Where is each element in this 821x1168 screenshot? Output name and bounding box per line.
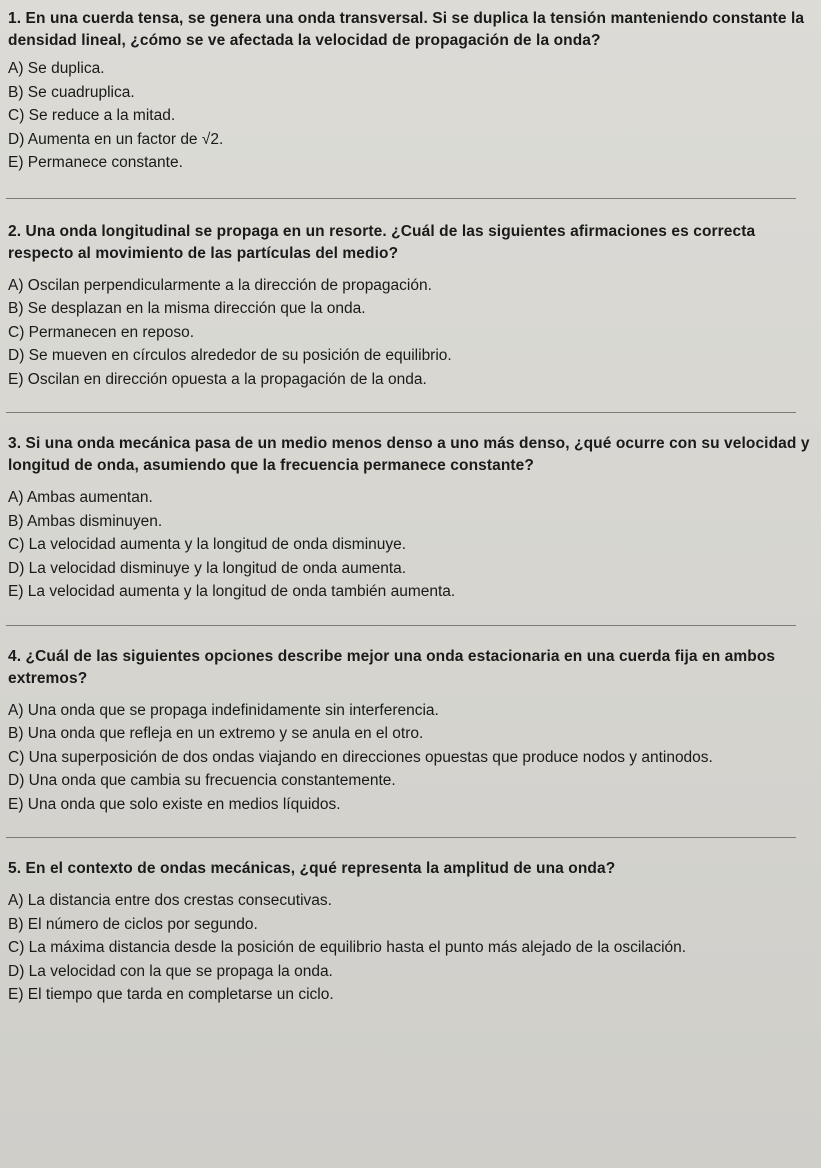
question-3	[8, 433, 811, 626]
option-a: A) Se duplica.	[8, 60, 105, 77]
option-b: B) Una onda que refleja en un extremo y se anula en el otro.	[8, 725, 424, 742]
option-d: D) Se mueven en círculos alrededor de su posición de equilibrio.	[8, 347, 452, 364]
option-e: E) Permanece constante.	[8, 154, 183, 171]
divider	[6, 625, 796, 626]
option-d: D) Una onda que cambia su frecuencia constantemente.	[8, 772, 396, 789]
option-b: B) Se cuadruplica.	[8, 83, 135, 101]
question-title: 4. ¿Cuál de las siguientes opciones describe mejor una onda estacionaria en una cuerda fija en ambos extremos?	[8, 647, 776, 687]
option-e: E) La velocidad aumenta y la longitud de onda también aumenta.	[8, 583, 456, 600]
option-c: C) Una superposición de dos ondas viajando en direcciones opuestas que produce nodos y antinodos.	[8, 748, 713, 766]
option-c: C) La velocidad aumenta y la longitud de onda disminuye.	[8, 536, 407, 553]
question-title: 1. En una cuerda tensa, se genera una onda transversal. Si se duplica la tensión manteniendo constante la densidad lineal, ¿cómo se ve afectada la velocidad de propagación de la onda?	[8, 10, 805, 49]
divider	[6, 837, 796, 838]
option-d: D) La velocidad disminuye y la longitud de onda aumenta.	[8, 559, 407, 577]
option-c: C) La máxima distancia desde la posición de equilibrio hasta el punto más alejado de la oscilación.	[8, 939, 687, 956]
question-2	[8, 221, 811, 414]
divider	[6, 198, 796, 199]
question-title: 5. En el contexto de ondas mecánicas, ¿qué representa la amplitud de una onda?	[8, 860, 616, 877]
option-b: B) El número de ciclos por segundo.	[8, 915, 258, 933]
option-e: E) Oscilan en dirección opuesta a la propagación de la onda.	[8, 370, 427, 388]
option-c: C) Se reduce a la mitad.	[8, 107, 176, 124]
question-5	[8, 858, 811, 1006]
option-d: D) La velocidad con la que se propaga la onda.	[8, 962, 333, 980]
option-a: A) Oscilan perpendicularmente a la dirección de propagación.	[8, 276, 432, 294]
option-a: A) Ambas aumentan.	[8, 489, 153, 506]
option-a: A) La distancia entre dos crestas consecutivas.	[8, 892, 332, 909]
question-title: 2. Una onda longitudinal se propaga en un resorte. ¿Cuál de las siguientes afirmaciones es correcta respecto al movimiento de las partículas del medio?	[8, 222, 756, 262]
option-d: D) Aumenta en un factor de √2.	[8, 130, 224, 148]
question-title: 3. Si una onda mecánica pasa de un medio menos denso a uno más denso, ¿qué ocurre con su velocidad y longitud de onda, asumiendo que la frecuencia permanece constante?	[8, 435, 810, 474]
option-c: C) Permanecen en reposo.	[8, 323, 195, 341]
option-e: E) Una onda que solo existe en medios líquidos.	[8, 795, 341, 813]
option-b: B) Ambas disminuyen.	[8, 512, 163, 530]
divider	[6, 412, 796, 413]
option-b: B) Se desplazan en la misma dirección que la onda.	[8, 300, 366, 317]
question-4	[8, 646, 811, 839]
option-e: E) El tiempo que tarda en completarse un ciclo.	[8, 986, 334, 1003]
question-1	[8, 6, 811, 199]
option-a: A) Una onda que se propaga indefinidamente sin interferencia.	[8, 701, 439, 719]
